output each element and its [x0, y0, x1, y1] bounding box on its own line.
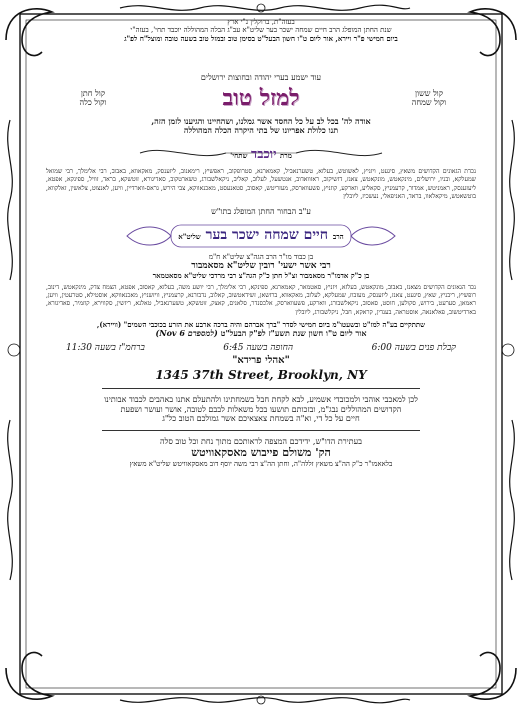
- groom-name-line: [121, 227, 401, 244]
- english-date: (Nov 6 למספרם): [155, 328, 218, 339]
- venue-address: 1345 37th Street, Brooklyn, NY: [155, 367, 367, 382]
- groom-name: חיים שמחה ישכר בער: [205, 226, 328, 243]
- invite-line-2: [42, 329, 480, 339]
- footer-line-3: בלאאמו"ר כ"ק הה"צ משאץ זללה"ה, וחתן הה"צ רבי משה יוסף דוב מאסקאוויטש שליט"א משאץ: [129, 459, 393, 468]
- closing-line-3: חיים על כל די, וא"ה בשמחת צאצאיכם אשר גמולכם הטוב כל"ג: [162, 414, 360, 424]
- schedule-row: [42, 342, 480, 353]
- mazal-tov-title: למזל טוב: [222, 84, 300, 111]
- kol-simcha: וקול שמחה: [411, 97, 447, 107]
- bride-suffix: שתחי': [230, 150, 248, 160]
- dinner-time: ברחמ"ז בשעה 11:30: [66, 342, 145, 353]
- bride-banner: [136, 142, 386, 164]
- closing-line-1: לכן למאכבי אוהבי ולמכובדי אשמיע, לבא לקחת חבל בשמחתינו ולהתעלם אתנו באהבים לכבוד אבותינו: [104, 394, 418, 404]
- groom-intro: ע"ב הבחור החתן המופלג בתו"ש: [211, 207, 311, 217]
- footer-signature: הק' משולם פייבוש מאסקאוויטש: [191, 446, 331, 460]
- bride-name: יוכבד: [250, 146, 277, 162]
- bride-lineage: נכדת הגאונים הקדושים משאץ, סיגעט, ויזניץ, לאשוטש, בעלזא, טשערנאביל, קאמארנא, סטרופקוב, ראפשיץ, רימאנוב, ליזענסק, מאקאווא, באבוב, רבי אלימלך, רבי שמואל שמעלקא, ובניו, ירושלים, מינקאטש, מונקאטש, צאנז, דזשיקוב, ראזוואדוב, אנטשעל, לעלוב, קאליב, ניקאלשבורג, טשארטקוב, סאדיגורא, זוטשקא, בראד, זוויל, ספינקא, אפטא, ליעזענסק, ראמניטש, אמדור, קרעמניץ, סקאליע, ווארקע, קוזניץ, פשעווארסק, מעזריטש, קאסוב, סטאנעסט, מאכנאווקא, צבי הירש, גראס-ווארדיין, וויען, לאנצוט, צלאשין, זאלקווא, בוטשאטש, מיקאלאוו, בראד, האניפאלי, נעשכיז, ליובלין: [46, 167, 476, 201]
- groom-parent-line: בן כבוד מו"ר הרב הגה"צ שליט"א ח"מ: [208, 252, 314, 261]
- kol-chasan: קול חתן: [80, 88, 106, 98]
- invite-line-1: שתתקיים בע"ה למז"ט ובשעטו"מ ביום חמישי לסדר "ברך אברהם והיה ברכה ארבע את הזרע בכוכבי השמים" (וויירא),: [96, 320, 426, 329]
- verse-line: עוד ישמע בערי יהודה ובחוצות ירושלים: [200, 73, 322, 83]
- header-line-2: ביום חמישי פ"ר ויירא, אור ליום ט"ו חשון הבעל"ט בסימן טוב ובמזל טוב בשעה טובה ומוצל"ח לפ"ג: [124, 33, 398, 43]
- mazal-left-side: [48, 89, 138, 107]
- bsd-line: בעזה"ת, ברוקלין נ"י ארץ: [227, 18, 295, 26]
- kol-kallah: וקול כלה: [79, 97, 107, 107]
- footer-line-1: בעתירת הדו"ש, ידידכם המצפה לראותכם מתוך נחת וכל טוב סלה: [160, 436, 362, 446]
- bride-name-line: [136, 146, 386, 162]
- groom-lineage: נכד הגאונים הקדושים מצאנז, באבוב, מונקאטש, בעלזא, ויזניץ, סאטמאר, קאמארנא, ספינקא, רבי אלימלך, רבי יושע משה, בעלזא, קאסוב, אפטא, הצמח צדק, מינקאטש, דינוב, רופשיץ, ריבניץ, שאץ, סיגעט, צאנז, ליזענסק, מעזבוז, שמעלקא, לעלוב, מאקאווא, ברזשאן, זשידאטשוב, קאלוב, נדבורנא, קרעמניץ, וויזשניץ, מאכנאווקא, אוסטילא, סטרעטין, וויען, ראמאן, סערעט, בירוש, סקולען, חוסט, סאסוב, ניקאלשבורג, ווארקע, פשעווארסק, אלכסנדר, סלאנים, קאצק, זוטשקא, טשערנאביל, טאלנא, ריזשין, סקווירא, קוזמיר, סאדיגורא, בארדיטשוב, פאלאנאה, אוסטראה, בענדין, קראקא, חבל, ניקלשבורג, ליובלין: [46, 283, 476, 316]
- hebrew-date: אור ליום ט"ו חשון שנת תשע"ז לפ"ק הבעל"ט: [220, 328, 367, 339]
- venue-name: "אהלי פרידא": [232, 354, 290, 366]
- thanks-line-1: אודה לה' בכל לב על כל החסד אשר גמלנו, ושהחיינו והגיענו לזמן הזה,: [151, 115, 371, 126]
- groom-banner: [121, 221, 401, 251]
- mazal-right-side: [384, 89, 474, 107]
- thanks-line-2: תנו כלולת אפריונו של בתי היקרה הכלה המהוללה: [183, 125, 339, 136]
- closing-line-2: הקדושים המהוללים נבג"מ, ובזכותם תושעו בכל משאלות לבבם לטובה, אושר ועושר ושפעת: [120, 404, 402, 414]
- bride-prefix: מרת: [280, 150, 292, 160]
- divider-2: [102, 430, 420, 431]
- groom-lineage-line: בן כ"ק אדמו"ר מסאמבור זצ"ל חתן כ"ק הגה"צ רבי מרדכי שליט"א מסאטמאר: [152, 271, 370, 281]
- kol-sason: קול ששון: [414, 88, 444, 98]
- groom-suffix: שליט"א: [178, 231, 201, 241]
- header-line-1: שנת החתן המופלג הרב חיים שמחה ישכר בער שליט"א עב"ג הבלה המהוללה יוכבד תחי', בעזה"י: [130, 26, 392, 35]
- groom-father: רבי אשר ישעי' רובין שליט"א מסאמבור: [191, 261, 331, 272]
- chuppah-time: החופה בשעה 6:45: [223, 342, 294, 353]
- mazal-tov-row: [42, 85, 480, 111]
- reception-time: קבלת פנים בשעה 6:00: [371, 342, 456, 353]
- groom-prefix: הרב: [332, 231, 344, 241]
- invitation-content: [42, 18, 480, 468]
- divider-1: [102, 388, 420, 389]
